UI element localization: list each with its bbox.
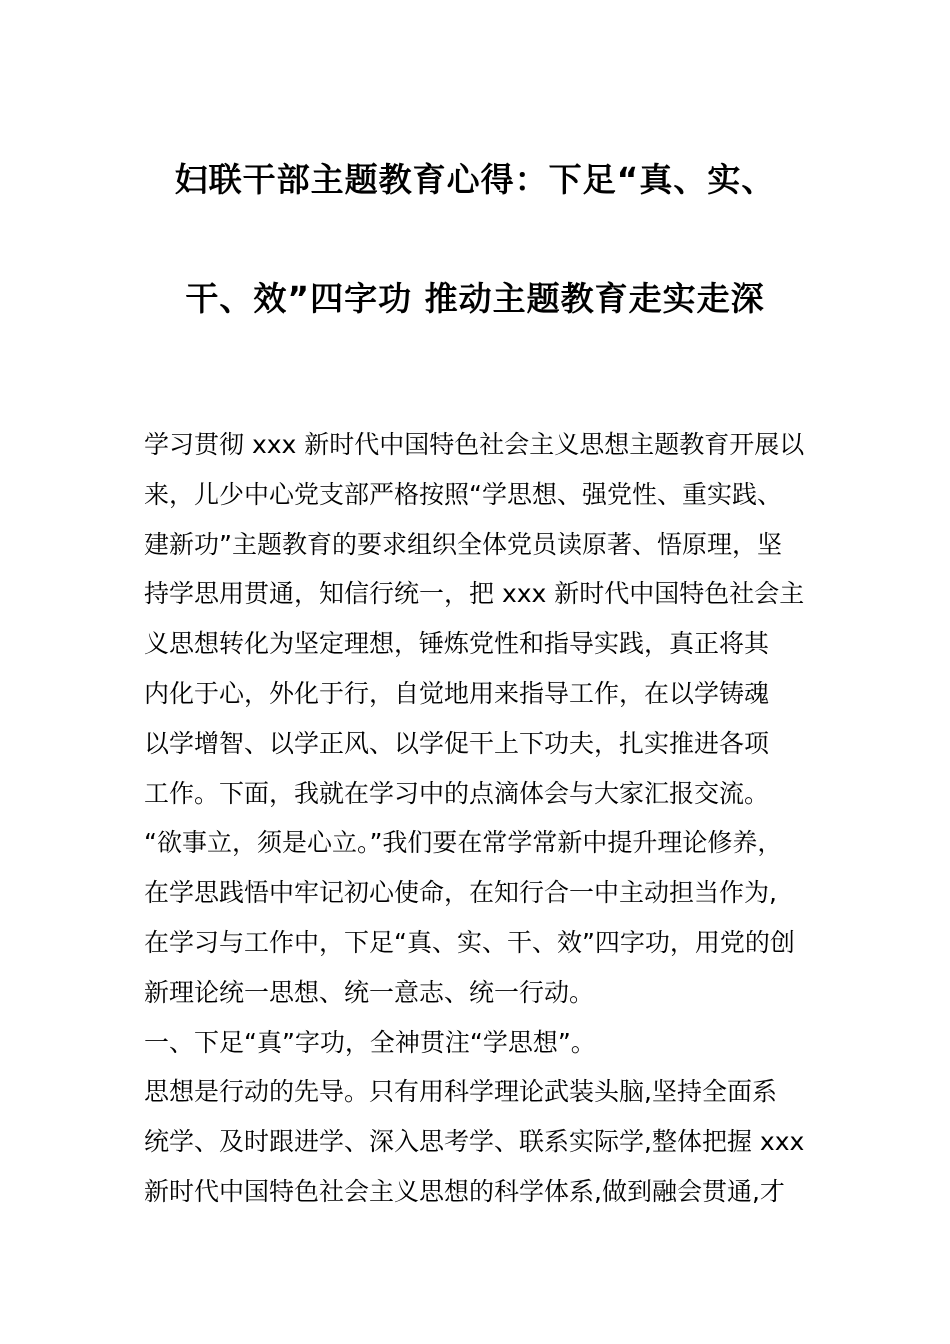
body-line: 工作。下面，我就在学习中的点滴体会与大家汇报交流。 <box>144 778 770 808</box>
document-body <box>144 420 809 1217</box>
body-line: 新时代中国特色社会主义思想的科学体系,做到融会贯通,才 <box>144 1176 785 1206</box>
section-heading: 一、下足“真”字功，全神贯注“学思想”。 <box>144 1027 596 1057</box>
body-line: 以学增智、以学正风、以学促干上下功夫，扎实推进各项 <box>144 728 770 758</box>
body-line: “欲事立，须是心立。”我们要在常学常新中提升理论修养， <box>144 828 783 858</box>
body-line: 义思想转化为坚定理想，锤炼党性和指导实践，真正将其 <box>144 629 770 659</box>
body-line: 新理论统一思想、统一意志、统一行动。 <box>144 977 595 1007</box>
body-line: 学习贯彻 xxx 新时代中国特色社会主义思想主题教育开展以 <box>144 430 805 459</box>
body-line: 在学习与工作中，下足“真、实、干、效”四字功，用党的创 <box>144 927 795 957</box>
document-title-line-2: 干、效”四字功 推动主题教育走实走深 <box>185 279 765 318</box>
body-line: 在学思践悟中牢记初心使命，在知行合一中主动担当作为, <box>144 878 777 908</box>
document-title-line-1: 妇联干部主题教育心得：下足“真、实、 <box>174 160 776 199</box>
body-line: 持学思用贯通，知信行统一，把 xxx 新时代中国特色社会主 <box>144 579 805 609</box>
body-line: 思想是行动的先导。只有用科学理论武装头脑,坚持全面系 <box>144 1077 777 1107</box>
body-line: 建新功”主题教育的要求组织全体党员读原著、悟原理，坚 <box>144 529 782 559</box>
body-line: 内化于心，外化于行，自觉地用来指导工作，在以学铸魂 <box>144 678 770 708</box>
body-line: 来，儿少中心党支部严格按照“学思想、强党性、重实践、 <box>144 479 782 509</box>
body-line: 统学、及时跟进学、深入思考学、联系实际学,整体把握 xxx <box>144 1127 805 1157</box>
